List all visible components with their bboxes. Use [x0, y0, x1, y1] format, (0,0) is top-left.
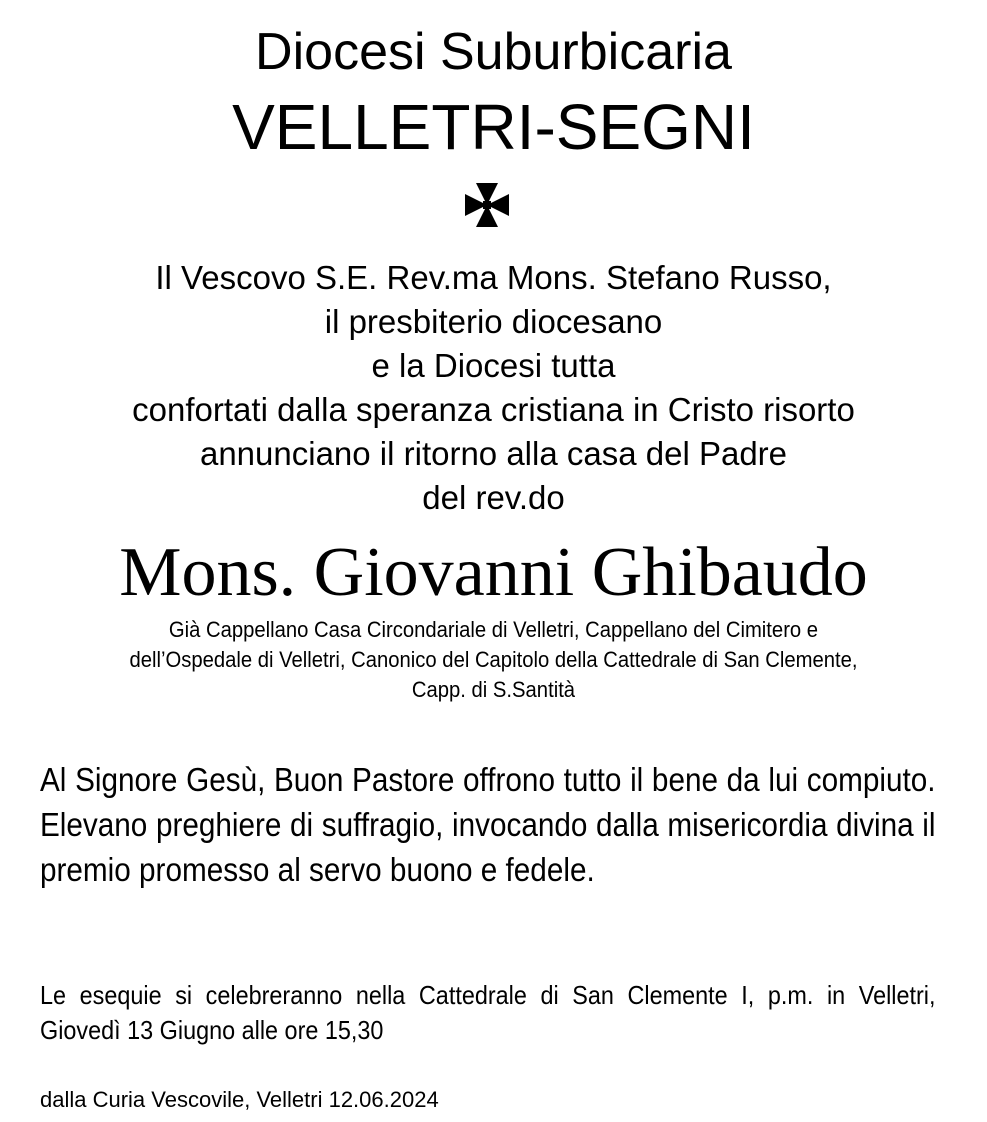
announcement-line: del rev.do — [422, 479, 565, 516]
signoff: dalla Curia Vescovile, Velletri 12.06.2024 — [40, 1087, 439, 1112]
announcement-line: e la Diocesi tutta — [371, 347, 616, 384]
title-line: Già Cappellano Casa Circondariale di Velletri, Cappellano del Cimitero e — [168, 617, 819, 642]
diocese-title: Diocesi Suburbicaria — [255, 23, 732, 81]
title-line: dell’Ospedale di Velletri, Canonico del Capitolo della Cattedrale di San Clemente, — [129, 647, 858, 672]
announcement-line: annunciano il ritorno alla casa del Padre — [199, 435, 788, 472]
title-line: Capp. di S.Santità — [411, 677, 576, 702]
cross-icon-graphic — [463, 181, 511, 229]
announcement-line: confortati dalla speranza cristiana in Cristo risorto — [132, 391, 855, 428]
announcement — [0, 256, 987, 520]
deceased-name: Mons. Giovanni Ghibaudo — [119, 534, 868, 611]
maltese-cross-icon — [463, 181, 511, 229]
announcement-line: il presbiterio diocesano — [324, 303, 663, 340]
prayer-paragraph: Al Signore Gesù, Buon Pastore offrono tutto il bene da lui compiuto. Elevano preghiere di suffragio, invocando dalla misericordia divina il premio promesso al servo buono e fedele. — [40, 761, 936, 888]
deceased-titles — [39, 615, 947, 705]
diocese-name: VELLETRI-SEGNI — [232, 91, 755, 163]
announcement-line: Il Vescovo S.E. Rev.ma Mons. Stefano Russo, — [155, 259, 832, 296]
funeral-paragraph: Le esequie si celebreranno nella Cattedrale di San Clemente I, p.m. in Velletri, Giovedì 13 Giugno alle ore 15,30 — [40, 980, 936, 1045]
